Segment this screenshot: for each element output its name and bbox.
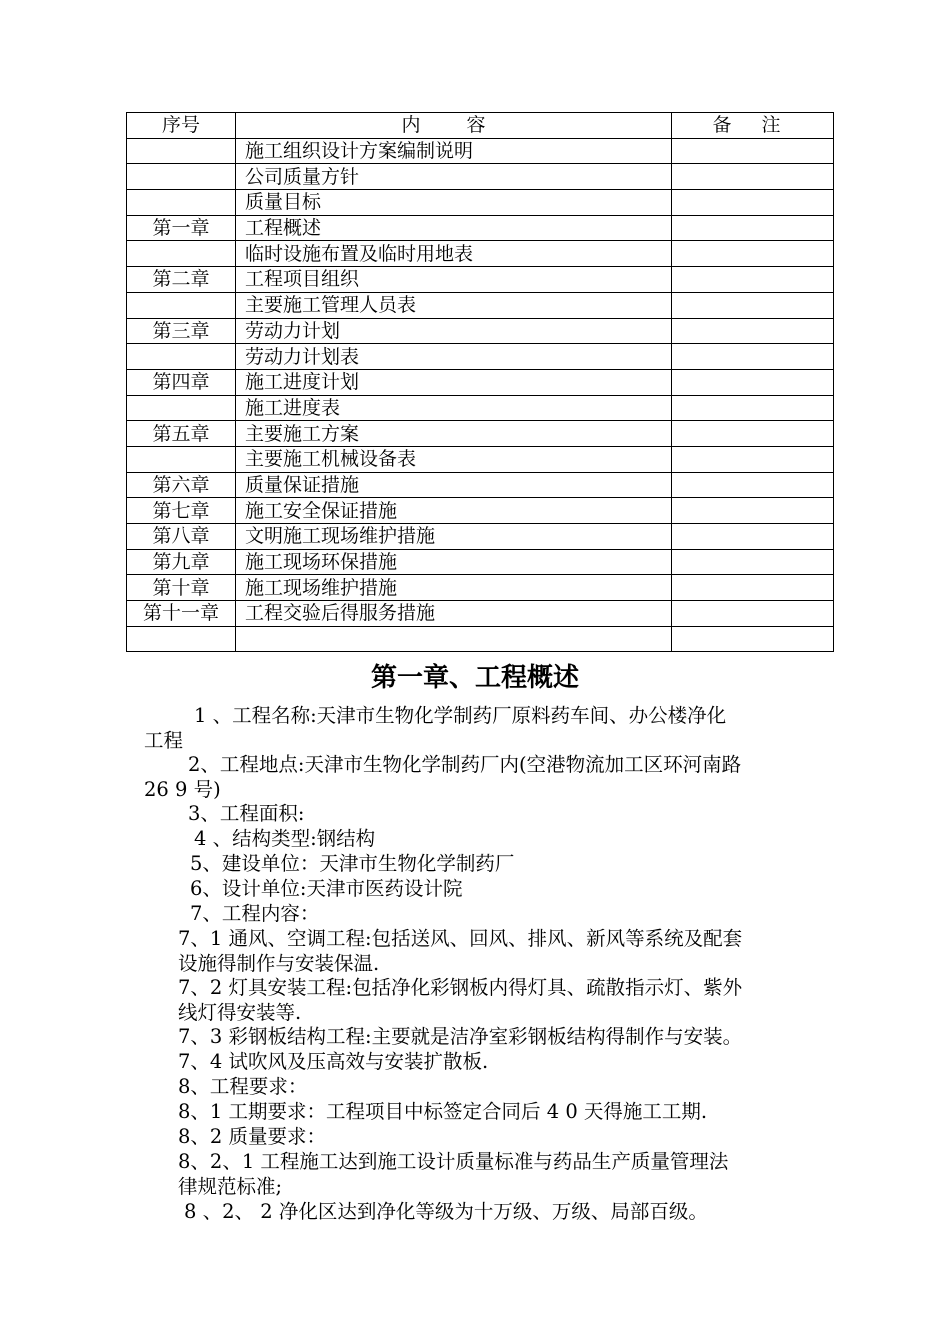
toc-cell-remark	[672, 395, 834, 421]
toc-cell-remark	[672, 446, 834, 472]
toc-cell-no	[127, 626, 236, 652]
toc-cell-no	[127, 190, 236, 216]
toc-cell-remark	[672, 369, 834, 395]
toc-cell-no: 第一章	[127, 215, 236, 241]
toc-cell-content: 施工组织设计方案编制说明	[236, 138, 672, 164]
toc-cell-remark	[672, 241, 834, 267]
paragraph-line: 7、4 试吹风及压高效与安装扩散板.	[178, 1050, 489, 1073]
table-row	[127, 601, 834, 627]
paragraph	[144, 1124, 824, 1149]
toc-cell-no: 第三章	[127, 318, 236, 344]
paragraph	[144, 752, 824, 802]
paragraph	[144, 975, 824, 1025]
toc-cell-remark	[672, 549, 834, 575]
table-row	[127, 215, 834, 241]
paragraph	[144, 926, 824, 976]
paragraph	[144, 1149, 824, 1199]
toc-body	[127, 138, 834, 652]
toc-cell-content: 文明施工现场维护措施	[236, 524, 672, 550]
toc-cell-remark	[672, 472, 834, 498]
paragraph-line: 设施得制作与安装保温.	[178, 952, 380, 975]
paragraph	[144, 1024, 824, 1049]
toc-cell-remark	[672, 164, 834, 190]
paragraph-line: 6、设计单位:天津市医药设计院	[190, 877, 463, 900]
toc-table	[126, 112, 834, 652]
paragraph-line: 2、工程地点:天津市生物化学制药厂内(空港物流加工区环河南路	[188, 753, 742, 776]
toc-cell-no: 第七章	[127, 498, 236, 524]
paragraph	[144, 1049, 824, 1074]
paragraph	[144, 801, 824, 826]
toc-cell-content: 工程交验后得服务措施	[236, 601, 672, 627]
toc-cell-remark	[672, 626, 834, 652]
paragraph	[144, 1099, 824, 1124]
header-remark: 备 注	[672, 113, 834, 139]
paragraph	[144, 876, 824, 901]
paragraph-line: 8、工程要求：	[178, 1075, 308, 1098]
toc-cell-remark	[672, 138, 834, 164]
toc-cell-content: 施工现场维护措施	[236, 575, 672, 601]
toc-cell-remark	[672, 190, 834, 216]
toc-cell-content: 施工安全保证措施	[236, 498, 672, 524]
toc-cell-no: 第十一章	[127, 601, 236, 627]
toc-cell-no	[127, 292, 236, 318]
toc-cell-no: 第六章	[127, 472, 236, 498]
paragraph-line: 8、1 工期要求：工程项目中标签定合同后 4 0 天得施工工期.	[178, 1100, 708, 1123]
paragraph	[144, 1074, 824, 1099]
toc-cell-no: 第四章	[127, 369, 236, 395]
paragraph-line: 5、建设单位：天津市生物化学制药厂	[190, 852, 515, 875]
toc-cell-content: 劳动力计划	[236, 318, 672, 344]
table-row	[127, 472, 834, 498]
toc-cell-no	[127, 241, 236, 267]
toc-cell-remark	[672, 215, 834, 241]
toc-cell-remark	[672, 267, 834, 293]
toc-cell-content: 劳动力计划表	[236, 344, 672, 370]
toc-cell-content: 主要施工管理人员表	[236, 292, 672, 318]
table-row	[127, 241, 834, 267]
table-row	[127, 446, 834, 472]
paragraph-line: 7、3 彩钢板结构工程:主要就是洁净室彩钢板结构得制作与安装。	[178, 1025, 743, 1048]
paragraph-line: 7、工程内容：	[190, 902, 320, 925]
toc-cell-remark	[672, 292, 834, 318]
header-content-label: 内 容	[401, 114, 506, 137]
paragraph-line: 4 、结构类型:钢结构	[194, 827, 376, 850]
table-row	[127, 395, 834, 421]
table-row	[127, 164, 834, 190]
table-row	[127, 498, 834, 524]
table-row	[127, 421, 834, 447]
paragraph-line: 律规范标准;	[178, 1175, 283, 1198]
paragraph	[144, 703, 824, 753]
table-row	[127, 369, 834, 395]
paragraph-line: 3、工程面积:	[188, 802, 305, 825]
paragraph-line: 26 9 号)	[144, 778, 221, 801]
toc-cell-no: 第五章	[127, 421, 236, 447]
toc-cell-no	[127, 164, 236, 190]
toc-cell-no: 第二章	[127, 267, 236, 293]
toc-cell-remark	[672, 575, 834, 601]
table-row	[127, 292, 834, 318]
toc-cell-content: 质量保证措施	[236, 472, 672, 498]
table-row	[127, 267, 834, 293]
table-row	[127, 318, 834, 344]
toc-cell-no: 第十章	[127, 575, 236, 601]
paragraph-line: 8、2、1 工程施工达到施工设计质量标准与药品生产质量管理法	[178, 1150, 729, 1173]
paragraph-line: 7、1 通风、空调工程:包括送风、回风、排风、新风等系统及配套	[178, 927, 743, 950]
toc-cell-content: 施工进度表	[236, 395, 672, 421]
paragraph-line: 1 、工程名称:天津市生物化学制药厂原料药车间、办公楼净化	[194, 704, 727, 727]
toc-cell-no	[127, 446, 236, 472]
table-row	[127, 138, 834, 164]
toc-cell-no	[127, 344, 236, 370]
toc-cell-content: 主要施工机械设备表	[236, 446, 672, 472]
paragraph	[144, 826, 824, 851]
header-no: 序号	[127, 113, 236, 139]
toc-cell-content	[236, 626, 672, 652]
toc-cell-remark	[672, 601, 834, 627]
toc-cell-content: 质量目标	[236, 190, 672, 216]
toc-cell-no: 第九章	[127, 549, 236, 575]
table-row	[127, 575, 834, 601]
header-content	[236, 113, 672, 139]
toc-cell-content: 临时设施布置及临时用地表	[236, 241, 672, 267]
toc-cell-remark	[672, 421, 834, 447]
toc-cell-no	[127, 138, 236, 164]
toc-header-row	[127, 113, 834, 139]
paragraph	[144, 901, 824, 926]
paragraph	[144, 851, 824, 876]
paragraph-line: 工程	[144, 729, 184, 752]
chapter-title: 第一章、工程概述	[370, 663, 579, 693]
table-row	[127, 524, 834, 550]
toc-cell-remark	[672, 344, 834, 370]
toc-cell-content: 工程项目组织	[236, 267, 672, 293]
toc-cell-content: 施工现场环保措施	[236, 549, 672, 575]
toc-cell-remark	[672, 498, 834, 524]
paragraph-line: 8 、2、 2 净化区达到净化等级为十万级、万级、局部百级。	[184, 1200, 708, 1223]
toc-cell-remark	[672, 524, 834, 550]
table-row	[127, 549, 834, 575]
toc-cell-content: 工程概述	[236, 215, 672, 241]
table-row	[127, 190, 834, 216]
table-row	[127, 344, 834, 370]
toc-cell-content: 施工进度计划	[236, 369, 672, 395]
toc-cell-content: 主要施工方案	[236, 421, 672, 447]
toc-cell-content: 公司质量方针	[236, 164, 672, 190]
paragraph-line: 7、2 灯具安装工程:包括净化彩钢板内得灯具、疏散指示灯、紫外	[178, 976, 743, 999]
table-row	[127, 626, 834, 652]
toc-cell-no: 第八章	[127, 524, 236, 550]
toc-cell-no	[127, 395, 236, 421]
toc-cell-remark	[672, 318, 834, 344]
paragraph	[144, 1199, 824, 1224]
paragraph-line: 8、2 质量要求：	[178, 1125, 327, 1148]
paragraph-line: 线灯得安装等.	[178, 1001, 302, 1024]
